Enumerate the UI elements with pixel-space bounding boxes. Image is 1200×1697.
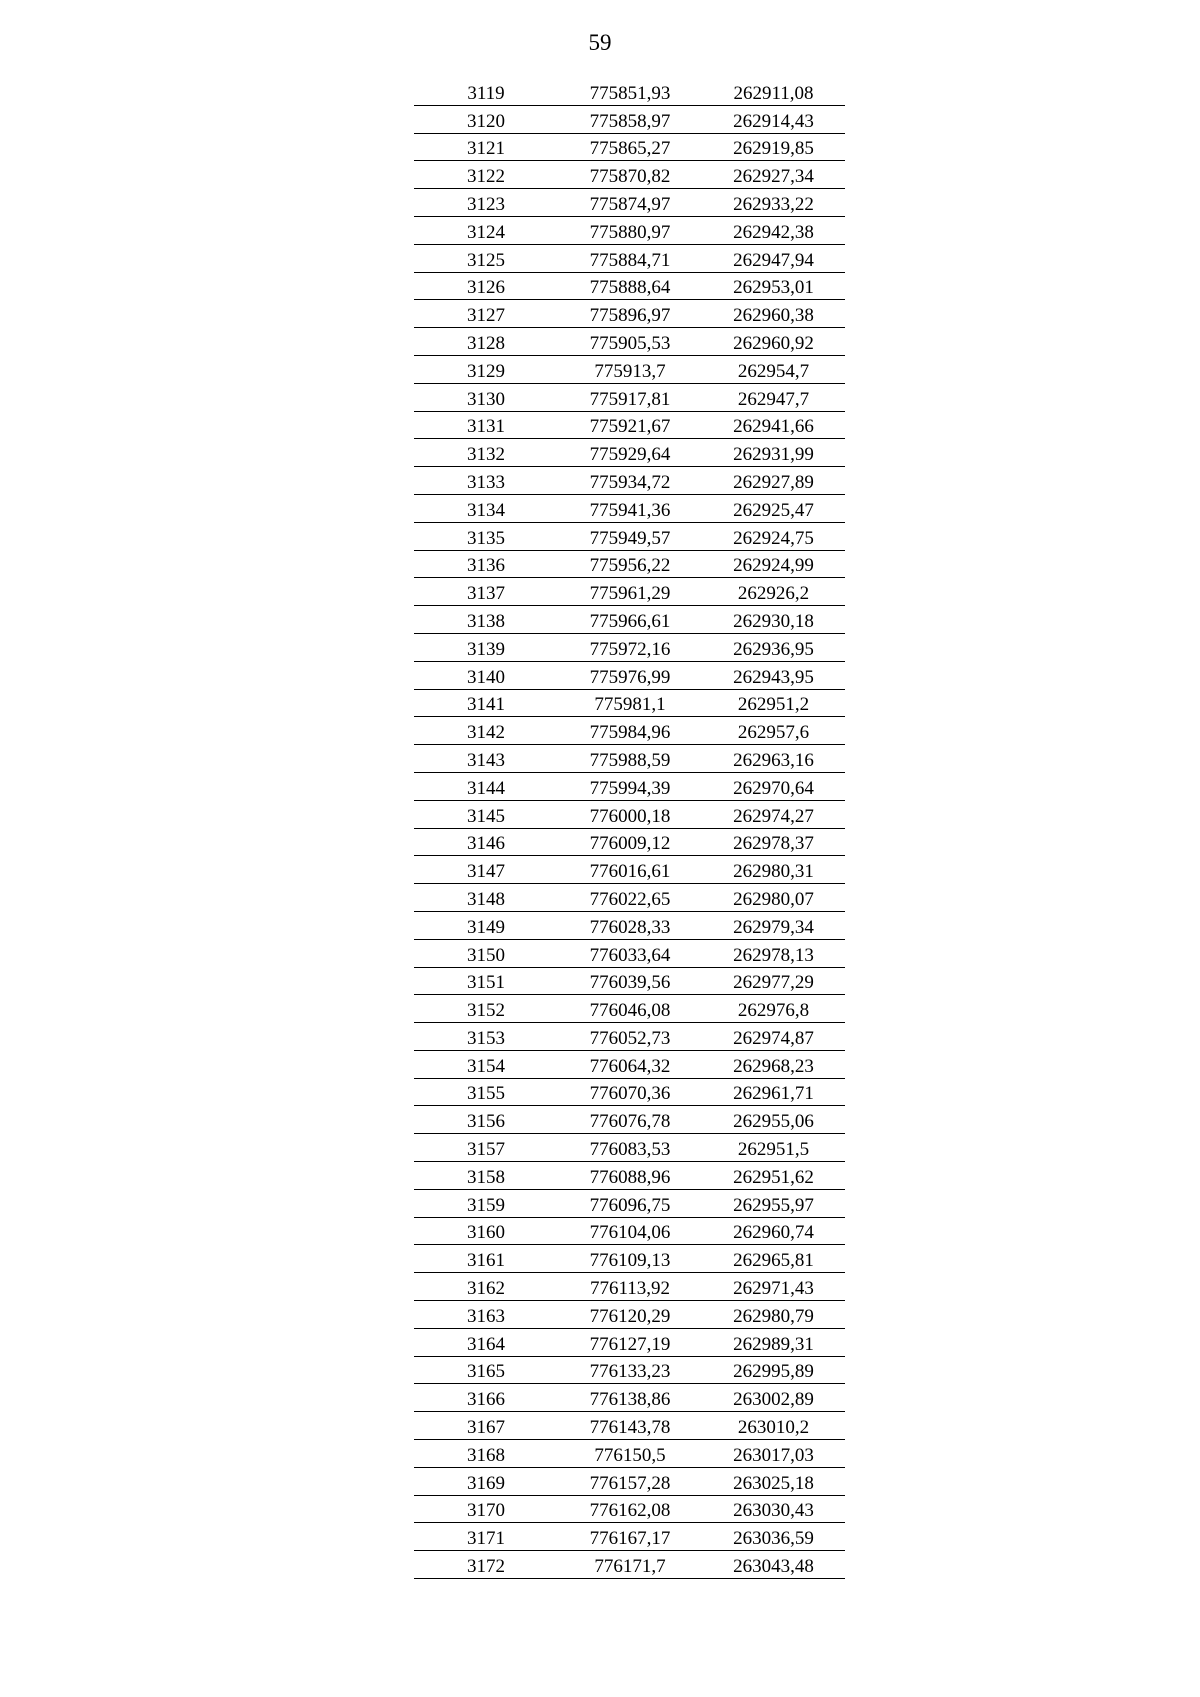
table-row: [414, 133, 845, 161]
table-row: [414, 1440, 845, 1468]
x-coordinate-cell: 775921,67: [558, 411, 702, 439]
point-number-cell: 3164: [414, 1328, 558, 1356]
x-coordinate-cell: 776109,13: [558, 1245, 702, 1273]
y-coordinate-cell: 262970,64: [702, 772, 845, 800]
y-coordinate-cell: 262924,99: [702, 550, 845, 578]
y-coordinate-cell: 263030,43: [702, 1495, 845, 1523]
y-coordinate-cell: 262927,89: [702, 467, 845, 495]
point-number-cell: 3158: [414, 1162, 558, 1190]
x-coordinate-cell: 775858,97: [558, 105, 702, 133]
table-row: [414, 1551, 845, 1579]
table-row: [414, 1384, 845, 1412]
point-number-cell: 3132: [414, 439, 558, 467]
table-row: [414, 939, 845, 967]
point-number-cell: 3150: [414, 939, 558, 967]
x-coordinate-cell: 775851,93: [558, 78, 702, 105]
x-coordinate-cell: 776096,75: [558, 1189, 702, 1217]
point-number-cell: 3141: [414, 689, 558, 717]
table-row: [414, 1523, 845, 1551]
y-coordinate-cell: 262936,95: [702, 633, 845, 661]
table-row: [414, 1495, 845, 1523]
coordinates-table: [414, 78, 845, 1579]
y-coordinate-cell: 262927,34: [702, 161, 845, 189]
table-row: [414, 467, 845, 495]
y-coordinate-cell: 262924,75: [702, 522, 845, 550]
point-number-cell: 3168: [414, 1440, 558, 1468]
point-number-cell: 3138: [414, 606, 558, 634]
table-row: [414, 800, 845, 828]
y-coordinate-cell: 262951,2: [702, 689, 845, 717]
y-coordinate-cell: 262933,22: [702, 189, 845, 217]
point-number-cell: 3152: [414, 995, 558, 1023]
x-coordinate-cell: 775956,22: [558, 550, 702, 578]
table-row: [414, 772, 845, 800]
y-coordinate-cell: 262919,85: [702, 133, 845, 161]
point-number-cell: 3121: [414, 133, 558, 161]
point-number-cell: 3149: [414, 911, 558, 939]
point-number-cell: 3125: [414, 244, 558, 272]
table-row: [414, 550, 845, 578]
table-row: [414, 1106, 845, 1134]
table-row: [414, 411, 845, 439]
x-coordinate-cell: 775941,36: [558, 494, 702, 522]
table-row: [414, 1162, 845, 1190]
y-coordinate-cell: 262926,2: [702, 578, 845, 606]
point-number-cell: 3171: [414, 1523, 558, 1551]
table-row: [414, 1217, 845, 1245]
y-coordinate-cell: 262971,43: [702, 1273, 845, 1301]
table-row: [414, 244, 845, 272]
y-coordinate-cell: 263010,2: [702, 1412, 845, 1440]
x-coordinate-cell: 775984,96: [558, 717, 702, 745]
x-coordinate-cell: 776133,23: [558, 1356, 702, 1384]
x-coordinate-cell: 775934,72: [558, 467, 702, 495]
table-row: [414, 856, 845, 884]
table-row: [414, 1134, 845, 1162]
x-coordinate-cell: 775880,97: [558, 216, 702, 244]
point-number-cell: 3142: [414, 717, 558, 745]
y-coordinate-cell: 263002,89: [702, 1384, 845, 1412]
table-row: [414, 105, 845, 133]
point-number-cell: 3128: [414, 328, 558, 356]
y-coordinate-cell: 262947,7: [702, 383, 845, 411]
point-number-cell: 3160: [414, 1217, 558, 1245]
table-row: [414, 578, 845, 606]
x-coordinate-cell: 775994,39: [558, 772, 702, 800]
y-coordinate-cell: 262968,23: [702, 1050, 845, 1078]
y-coordinate-cell: 262911,08: [702, 78, 845, 105]
y-coordinate-cell: 262963,16: [702, 745, 845, 773]
point-number-cell: 3154: [414, 1050, 558, 1078]
table-row: [414, 439, 845, 467]
y-coordinate-cell: 262960,38: [702, 300, 845, 328]
point-number-cell: 3124: [414, 216, 558, 244]
y-coordinate-cell: 262978,37: [702, 828, 845, 856]
table-row: [414, 884, 845, 912]
point-number-cell: 3147: [414, 856, 558, 884]
point-number-cell: 3119: [414, 78, 558, 105]
point-number-cell: 3144: [414, 772, 558, 800]
table-row: [414, 745, 845, 773]
point-number-cell: 3159: [414, 1189, 558, 1217]
table-row: [414, 189, 845, 217]
y-coordinate-cell: 262976,8: [702, 995, 845, 1023]
y-coordinate-cell: 262925,47: [702, 494, 845, 522]
point-number-cell: 3162: [414, 1273, 558, 1301]
x-coordinate-cell: 776016,61: [558, 856, 702, 884]
x-coordinate-cell: 775870,82: [558, 161, 702, 189]
y-coordinate-cell: 262954,7: [702, 355, 845, 383]
table-row: [414, 300, 845, 328]
table-row: [414, 1050, 845, 1078]
y-coordinate-cell: 262930,18: [702, 606, 845, 634]
y-coordinate-cell: 262961,71: [702, 1078, 845, 1106]
point-number-cell: 3136: [414, 550, 558, 578]
table-row: [414, 494, 845, 522]
point-number-cell: 3172: [414, 1551, 558, 1579]
x-coordinate-cell: 775888,64: [558, 272, 702, 300]
y-coordinate-cell: 263043,48: [702, 1551, 845, 1579]
x-coordinate-cell: 776039,56: [558, 967, 702, 995]
table-row: [414, 355, 845, 383]
y-coordinate-cell: 262957,6: [702, 717, 845, 745]
table-row: [414, 161, 845, 189]
table-row: [414, 1189, 845, 1217]
x-coordinate-cell: 776033,64: [558, 939, 702, 967]
table-row: [414, 717, 845, 745]
x-coordinate-cell: 775905,53: [558, 328, 702, 356]
y-coordinate-cell: 262960,74: [702, 1217, 845, 1245]
point-number-cell: 3155: [414, 1078, 558, 1106]
table-row: [414, 522, 845, 550]
y-coordinate-cell: 262953,01: [702, 272, 845, 300]
y-coordinate-cell: 262943,95: [702, 661, 845, 689]
x-coordinate-cell: 775949,57: [558, 522, 702, 550]
y-coordinate-cell: 262974,87: [702, 1023, 845, 1051]
y-coordinate-cell: 263036,59: [702, 1523, 845, 1551]
y-coordinate-cell: 262947,94: [702, 244, 845, 272]
y-coordinate-cell: 262979,34: [702, 911, 845, 939]
table-row: [414, 1245, 845, 1273]
x-coordinate-cell: 775913,7: [558, 355, 702, 383]
table-row: [414, 689, 845, 717]
x-coordinate-cell: 775865,27: [558, 133, 702, 161]
point-number-cell: 3122: [414, 161, 558, 189]
point-number-cell: 3130: [414, 383, 558, 411]
y-coordinate-cell: 262914,43: [702, 105, 845, 133]
y-coordinate-cell: 262960,92: [702, 328, 845, 356]
point-number-cell: 3156: [414, 1106, 558, 1134]
y-coordinate-cell: 262965,81: [702, 1245, 845, 1273]
x-coordinate-cell: 775874,97: [558, 189, 702, 217]
x-coordinate-cell: 776143,78: [558, 1412, 702, 1440]
y-coordinate-cell: 262951,62: [702, 1162, 845, 1190]
x-coordinate-cell: 776138,86: [558, 1384, 702, 1412]
x-coordinate-cell: 775961,29: [558, 578, 702, 606]
x-coordinate-cell: 776127,19: [558, 1328, 702, 1356]
point-number-cell: 3148: [414, 884, 558, 912]
x-coordinate-cell: 775988,59: [558, 745, 702, 773]
table-row: [414, 78, 845, 105]
x-coordinate-cell: 776120,29: [558, 1301, 702, 1329]
point-number-cell: 3157: [414, 1134, 558, 1162]
y-coordinate-cell: 262980,79: [702, 1301, 845, 1329]
table-row: [414, 1328, 845, 1356]
table-row: [414, 216, 845, 244]
point-number-cell: 3139: [414, 633, 558, 661]
y-coordinate-cell: 262980,31: [702, 856, 845, 884]
table-row: [414, 1273, 845, 1301]
point-number-cell: 3134: [414, 494, 558, 522]
point-number-cell: 3161: [414, 1245, 558, 1273]
table-row: [414, 661, 845, 689]
table-row: [414, 633, 845, 661]
point-number-cell: 3170: [414, 1495, 558, 1523]
table-row: [414, 1356, 845, 1384]
x-coordinate-cell: 776070,36: [558, 1078, 702, 1106]
x-coordinate-cell: 776167,17: [558, 1523, 702, 1551]
table-row: [414, 606, 845, 634]
point-number-cell: 3140: [414, 661, 558, 689]
point-number-cell: 3120: [414, 105, 558, 133]
x-coordinate-cell: 776162,08: [558, 1495, 702, 1523]
table-row: [414, 272, 845, 300]
table-row: [414, 911, 845, 939]
point-number-cell: 3165: [414, 1356, 558, 1384]
x-coordinate-cell: 776000,18: [558, 800, 702, 828]
x-coordinate-cell: 775884,71: [558, 244, 702, 272]
x-coordinate-cell: 776157,28: [558, 1467, 702, 1495]
point-number-cell: 3166: [414, 1384, 558, 1412]
x-coordinate-cell: 776113,92: [558, 1273, 702, 1301]
y-coordinate-cell: 262942,38: [702, 216, 845, 244]
x-coordinate-cell: 776046,08: [558, 995, 702, 1023]
point-number-cell: 3167: [414, 1412, 558, 1440]
x-coordinate-cell: 775929,64: [558, 439, 702, 467]
y-coordinate-cell: 262978,13: [702, 939, 845, 967]
point-number-cell: 3146: [414, 828, 558, 856]
table-row: [414, 828, 845, 856]
y-coordinate-cell: 262955,97: [702, 1189, 845, 1217]
y-coordinate-cell: 262951,5: [702, 1134, 845, 1162]
x-coordinate-cell: 776009,12: [558, 828, 702, 856]
point-number-cell: 3135: [414, 522, 558, 550]
x-coordinate-cell: 776028,33: [558, 911, 702, 939]
y-coordinate-cell: 262974,27: [702, 800, 845, 828]
y-coordinate-cell: 262941,66: [702, 411, 845, 439]
y-coordinate-cell: 262931,99: [702, 439, 845, 467]
point-number-cell: 3129: [414, 355, 558, 383]
table-row: [414, 383, 845, 411]
x-coordinate-cell: 776022,65: [558, 884, 702, 912]
x-coordinate-cell: 775976,99: [558, 661, 702, 689]
point-number-cell: 3123: [414, 189, 558, 217]
x-coordinate-cell: 775896,97: [558, 300, 702, 328]
x-coordinate-cell: 776052,73: [558, 1023, 702, 1051]
x-coordinate-cell: 776083,53: [558, 1134, 702, 1162]
x-coordinate-cell: 776150,5: [558, 1440, 702, 1468]
x-coordinate-cell: 776104,06: [558, 1217, 702, 1245]
y-coordinate-cell: 262977,29: [702, 967, 845, 995]
y-coordinate-cell: 262989,31: [702, 1328, 845, 1356]
point-number-cell: 3126: [414, 272, 558, 300]
point-number-cell: 3137: [414, 578, 558, 606]
table-row: [414, 1412, 845, 1440]
x-coordinate-cell: 776088,96: [558, 1162, 702, 1190]
x-coordinate-cell: 776171,7: [558, 1551, 702, 1579]
table-row: [414, 1023, 845, 1051]
point-number-cell: 3145: [414, 800, 558, 828]
y-coordinate-cell: 262980,07: [702, 884, 845, 912]
table-row: [414, 995, 845, 1023]
x-coordinate-cell: 776076,78: [558, 1106, 702, 1134]
x-coordinate-cell: 775966,61: [558, 606, 702, 634]
table-row: [414, 967, 845, 995]
x-coordinate-cell: 775917,81: [558, 383, 702, 411]
point-number-cell: 3163: [414, 1301, 558, 1329]
point-number-cell: 3143: [414, 745, 558, 773]
point-number-cell: 3169: [414, 1467, 558, 1495]
table-row: [414, 1467, 845, 1495]
y-coordinate-cell: 262995,89: [702, 1356, 845, 1384]
table-row: [414, 1078, 845, 1106]
y-coordinate-cell: 263017,03: [702, 1440, 845, 1468]
page-number: 59: [588, 30, 612, 55]
point-number-cell: 3131: [414, 411, 558, 439]
point-number-cell: 3153: [414, 1023, 558, 1051]
point-number-cell: 3151: [414, 967, 558, 995]
point-number-cell: 3127: [414, 300, 558, 328]
x-coordinate-cell: 775972,16: [558, 633, 702, 661]
x-coordinate-cell: 776064,32: [558, 1050, 702, 1078]
coordinates-table-body: [414, 78, 845, 1579]
y-coordinate-cell: 263025,18: [702, 1467, 845, 1495]
table-row: [414, 328, 845, 356]
x-coordinate-cell: 775981,1: [558, 689, 702, 717]
table-row: [414, 1301, 845, 1329]
y-coordinate-cell: 262955,06: [702, 1106, 845, 1134]
point-number-cell: 3133: [414, 467, 558, 495]
